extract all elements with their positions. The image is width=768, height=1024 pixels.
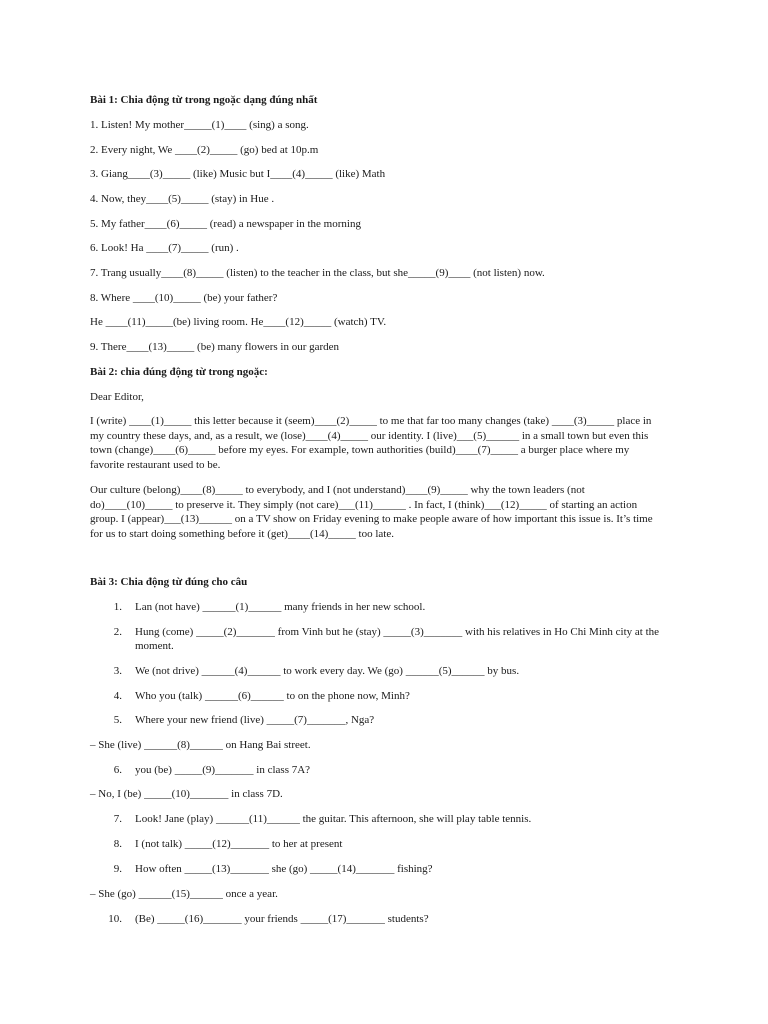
item-number: 2. (113, 626, 122, 638)
letter-greeting: Dear Editor, (90, 391, 144, 403)
ex1-line-2: 2. Every night, We ____(2)_____ (go) bed at 10p.m (90, 144, 319, 156)
item-number: 5. (113, 714, 122, 726)
ex3-item-10 (90, 912, 690, 926)
exercise-2-title: Bài 2: chia đúng động từ trong ngoặc: (90, 366, 268, 378)
ex3-item-3 (90, 664, 690, 678)
item-number: 9. (113, 863, 122, 875)
item-text: We (not drive) ______(4)______ to work every day. We (go) ______(5)______ by bus. (135, 665, 520, 677)
exercise-3-title: Bài 3: Chia động từ đúng cho câu (90, 576, 248, 588)
item-text: (Be) _____(16)_______ your friends _____(17)_______ students? (135, 913, 429, 925)
item-number: 3. (113, 665, 122, 677)
ex1-line-9: He ____(11)_____(be) living room. He____(12)_____ (watch) TV. (90, 316, 387, 328)
item-text: How often _____(13)_______ she (go) _____(14)_______ fishing? (135, 863, 433, 875)
item-text: I (not talk) _____(12)_______ to her at present (135, 838, 343, 850)
ex3-reply-3: – She (go) ______(15)______ once a year. (90, 888, 278, 900)
paragraph-line: group. I (appear)___(13)______ on a TV show on Friday evening to make people aware of how important this issue is. It’s time (90, 513, 653, 525)
ex1-line-8: 8. Where ____(10)_____ (be) your father? (90, 292, 278, 304)
item-number: 4. (113, 690, 122, 702)
ex1-line-5: 5. My father____(6)_____ (read) a newspaper in the morning (90, 218, 361, 230)
paragraph-line: Our culture (belong)____(8)_____ to everybody, and I (not understand)____(9)_____ why the town leaders (not (90, 484, 585, 496)
ex3-item-1 (90, 600, 690, 614)
item-text: Who you (talk) ______(6)______ to on the phone now, Minh? (135, 690, 410, 702)
ex3-item-8 (90, 837, 690, 851)
ex1-line-4: 4. Now, they____(5)_____ (stay) in Hue . (90, 193, 275, 205)
ex1-line-7: 7. Trang usually____(8)_____ (listen) to the teacher in the class, but she_____(9)____ (not listen) now. (90, 267, 545, 279)
paragraph-line: my country these days, and, as a result, we (lose)____(4)_____ our identity. I (live)___(5)______ in a small town but even this (90, 429, 649, 442)
letter-paragraph-2 (90, 483, 690, 541)
item-text: Look! Jane (play) ______(11)______ the guitar. This afternoon, she will play table tennis. (135, 813, 532, 825)
item-text-continued: moment. (135, 640, 174, 652)
item-number: 10. (108, 913, 122, 925)
paragraph-line: I (write) ____(1)_____ this letter because it (seem)____(2)_____ to me that far too many changes (take) ____(3)_____ place in (90, 415, 652, 427)
item-number: 1. (113, 601, 122, 613)
ex3-reply-1: – She (live) ______(8)______ on Hang Bai street. (90, 739, 311, 751)
item-text: Lan (not have) ______(1)______ many friends in her new school. (135, 601, 426, 613)
paragraph-line: do)____(10)_____ to preserve it. They simply (not care)___(11)______ . In fact, I (think)___(12)_____ of starting an action (90, 498, 638, 511)
item-number: 7. (113, 813, 122, 825)
ex3-item-5 (90, 713, 690, 727)
ex1-line-10: 9. There____(13)_____ (be) many flowers in our garden (90, 341, 340, 353)
ex1-line-3: 3. Giang____(3)_____ (like) Music but I____(4)_____ (like) Math (90, 168, 386, 180)
item-text: Hung (come) _____(2)_______ from Vinh but he (stay) _____(3)_______ with his relatives in Ho Chi Minh city at the (135, 626, 660, 638)
paragraph-line: for us to start doing something before it (get)____(14)_____ too late. (90, 527, 394, 540)
ex3-reply-2: – No, I (be) _____(10)_______ in class 7D. (90, 788, 283, 800)
ex3-item-6 (90, 763, 690, 777)
ex3-item-7 (90, 812, 690, 826)
ex1-line-1: 1. Listen! My mother_____(1)____ (sing) a song. (90, 119, 309, 131)
exercise-1-title: Bài 1: Chia động từ trong ngoặc dạng đúng nhất (90, 94, 318, 106)
ex3-item-9 (90, 862, 690, 876)
letter-paragraph-1 (90, 414, 690, 472)
item-number: 6. (113, 764, 122, 776)
item-text: you (be) _____(9)_______ in class 7A? (135, 764, 311, 776)
paragraph-line: town (change)____(6)_____ before my eyes. For example, town authorities (build)____(7)_____ a burger place where my (90, 444, 630, 456)
paragraph-line: favorite restaurant used to be. (90, 458, 221, 471)
ex3-item-2 (90, 625, 690, 653)
item-text: Where your new friend (live) _____(7)_______, Nga? (135, 714, 375, 726)
ex1-line-6: 6. Look! Ha ____(7)_____ (run) . (90, 242, 239, 254)
item-number: 8. (113, 838, 122, 850)
ex3-item-4 (90, 689, 690, 703)
